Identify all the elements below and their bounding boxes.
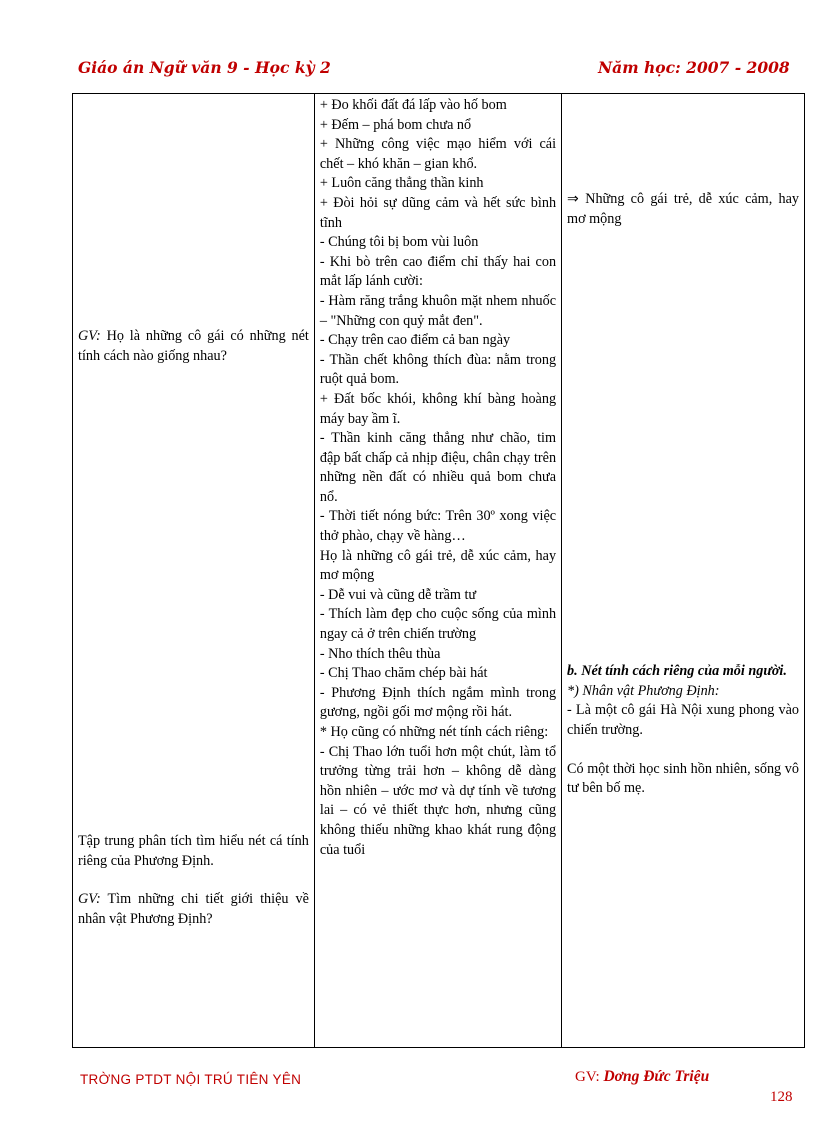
activity-line: + Đất bốc khói, không khí bàng hoàng máy bay ầm ĩ. (319, 390, 557, 427)
activity-line: - Thích làm đẹp cho cuộc sống của mình ngay cả ở trên chiến trường (319, 606, 557, 643)
activity-line: - Chị Thao lớn tuổi hơn một chút, làm tổ trưởng từng trải hơn – không dễ dàng hồn nhiên – ước mơ và dự tính về tương lai – có vẻ thiết thực hơn, nhưng cũng không thiếu những khao khát rung động của tuổi (319, 743, 557, 858)
activity-line: + Đo khối đất đá lấp vào hố bom (319, 97, 507, 113)
analysis-note: Tập trung phân tích tìm hiểu nét cá tính riêng của Phương Định. (78, 833, 309, 869)
activity-line: - Khi bò trên cao điểm chỉ thấy hai con mắt lấp lánh cười: (319, 253, 557, 290)
activity-line: * Họ cũng có những nét tính cách riêng: (319, 724, 549, 740)
conclusion: ⇒ Những cô gái trẻ, dễ xúc cảm, hay mơ mộng (567, 191, 799, 227)
paragraph-2: Có một thời học sinh hồn nhiên, sống vô tư bên bố mẹ. (567, 760, 799, 797)
activity-line: + Những công việc mạo hiểm với cái chết – khó khăn – gian khổ. (319, 136, 557, 172)
activity-line: - Chạy trên cao điểm cả ban ngày (319, 332, 511, 349)
section-heading: b. Nét tính cách riêng của mỗi người. (567, 663, 787, 680)
question-1-text: Họ là những cô gái có những nét tính cách nào giống nhau? (78, 328, 309, 364)
page-number: 128 (770, 1089, 793, 1105)
activity-line: - Thời tiết nóng bức: Trên 30º xong việc thở phào, chạy về hàng… (319, 508, 557, 545)
lesson-table (72, 93, 805, 1048)
activity-line: - Nho thích thêu thùa (319, 645, 441, 662)
activity-line: - Chị Thao chăm chép bài hát (319, 665, 488, 682)
question-2-text: Tìm những chi tiết giới thiệu về nhân vật Phương Định? (78, 891, 309, 927)
header-right: Năm học: 2007 - 2008 (598, 58, 790, 77)
gv-label: GV: (78, 891, 101, 908)
activity-line: Họ là những cô gái trẻ, dễ xúc cảm, hay mơ mộng (319, 547, 557, 584)
footer-school: TRỜNG PTDT NỘI TRÚ TIÊN YÊN (80, 1072, 302, 1087)
footer-gv-label: GV: (575, 1069, 604, 1085)
sub-heading: *) Nhân vật Phương Định: (567, 682, 720, 699)
footer-gv-name: Dơng Đức Triệu (603, 1068, 710, 1085)
question-2 (78, 890, 309, 929)
activity-line: - Thần kinh căng thẳng như chão, tim đập bất chấp cả nhịp điệu, chân chạy trên những nền đất có nhiều quả bom chưa nổ. (319, 430, 557, 505)
paragraph-1: - Là một cô gái Hà Nội xung phong vào chiến trường. (567, 702, 799, 738)
teacher-activity-cell (73, 94, 315, 1048)
activity-line: - Hàm răng trắng khuôn mặt nhem nhuốc – "Những con quỷ mắt đen". (319, 292, 557, 329)
activity-line: - Chúng tôi bị bom vùi luôn (319, 234, 479, 251)
content-cell (562, 94, 805, 1048)
activity-line: + Luôn căng thẳng thần kinh (319, 175, 484, 192)
activity-line: + Đếm – phá bom chưa nổ (319, 116, 472, 133)
footer-teacher (575, 1068, 709, 1086)
activity-line: + Đòi hỏi sự dũng cảm và hết sức bình tĩnh (319, 194, 557, 231)
gv-label: GV: (78, 328, 101, 344)
student-activity-lines (320, 96, 556, 860)
activity-line: - Phương Định thích ngắm mình trong gương, ngồi gối mơ mộng rồi hát. (319, 684, 557, 721)
activity-line: - Thần chết không thích đùa: nằm trong ruột quả bom. (319, 351, 557, 388)
activity-line: - Dễ vui và cũng dễ trầm tư (319, 586, 477, 603)
header-left: Giáo án Ngữ văn 9 - Học kỳ 2 (78, 58, 331, 77)
student-activity-cell (314, 94, 561, 1048)
question-1 (78, 327, 309, 366)
